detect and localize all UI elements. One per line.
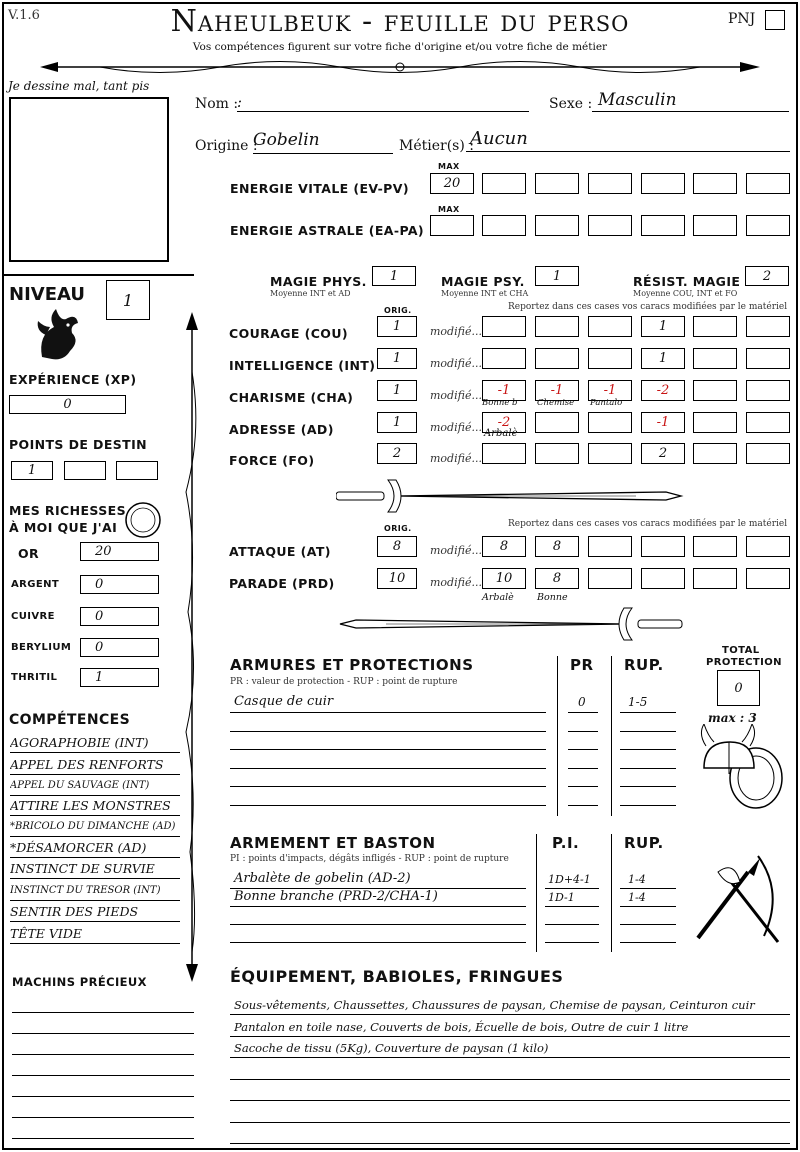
carac-mod-box[interactable] <box>693 380 737 401</box>
carac-label: COURAGE (COU) <box>229 326 348 341</box>
carac-orig-box-value: 1 <box>392 415 402 430</box>
xp-label: EXPÉRIENCE (XP) <box>9 372 137 387</box>
carac-mod-box[interactable] <box>535 412 579 433</box>
equipement-line[interactable] <box>230 1057 790 1058</box>
combat-mod-box[interactable] <box>535 568 579 589</box>
carac-mod-box[interactable] <box>641 443 685 464</box>
combat-orig-box-value: 10 <box>388 571 406 586</box>
nom-field[interactable]: : <box>237 92 529 112</box>
origine-field[interactable]: Gobelin <box>253 130 393 154</box>
magie-phys-note: Moyenne INT et AD <box>270 289 351 298</box>
modifie-label: modifié... <box>430 357 482 370</box>
arme-rup-line[interactable] <box>620 924 676 925</box>
richesses-label-2: À MOI QUE J'AI <box>9 520 118 535</box>
combat-orig-box[interactable] <box>377 568 417 589</box>
competence-item: TÊTE VIDE <box>10 925 180 944</box>
armure-pr-line[interactable] <box>568 786 598 787</box>
pnj-label: PNJ <box>728 11 756 27</box>
arme-pi: 1D-1 <box>548 891 575 904</box>
ea-box[interactable] <box>693 215 737 236</box>
arme-pi-line[interactable] <box>545 888 599 889</box>
ea-label: ENERGIE ASTRALE (EA-PA) <box>230 223 425 238</box>
combat-mod-box[interactable] <box>641 536 685 557</box>
ev-box[interactable] <box>482 173 526 194</box>
arme-line[interactable] <box>230 906 526 907</box>
magie-phys-label: MAGIE PHYS. <box>270 274 367 289</box>
carac-mod-box[interactable] <box>535 443 579 464</box>
helmet-shield-icon <box>698 724 788 814</box>
carac-label: FORCE (FO) <box>229 453 315 468</box>
armure-line[interactable] <box>230 805 546 806</box>
carac-mod-box[interactable] <box>641 348 685 369</box>
carac-mod-box[interactable] <box>693 443 737 464</box>
magie-psy-note: Moyenne INT et CHA <box>441 289 529 298</box>
xp-box[interactable]: 0 <box>9 395 126 414</box>
ev-box-value: 20 <box>443 176 461 191</box>
combat-label: ATTAQUE (AT) <box>229 544 331 559</box>
col-divider <box>536 834 537 952</box>
carac-mod-box[interactable] <box>746 380 790 401</box>
arme-rup: 1-4 <box>628 873 646 886</box>
ea-box[interactable] <box>430 215 474 236</box>
carac-mod-box[interactable] <box>482 348 526 369</box>
combat-orig-box[interactable] <box>377 536 417 557</box>
spear-decoration-top <box>40 54 760 80</box>
arme-pi: 1D+4-1 <box>548 873 591 886</box>
modifie-label: modifié... <box>430 452 482 465</box>
armure-rup-line[interactable] <box>620 749 676 750</box>
ev-box[interactable] <box>535 173 579 194</box>
carac-mod-box-value: 2 <box>658 446 668 461</box>
carac-mod-box[interactable] <box>641 412 685 433</box>
arme-pi-line[interactable] <box>545 906 599 907</box>
richesse-label: BERYLIUM <box>11 642 72 653</box>
competence-item: SENTIR DES PIEDS <box>10 903 180 922</box>
combat-mod-box-value: 8 <box>552 571 562 586</box>
competence-item: *DÉSAMORCER (AD) <box>10 839 180 858</box>
armures-col-pr: PR <box>570 656 594 674</box>
armure-pr-line[interactable] <box>568 712 598 713</box>
carac-orig-box-value: 1 <box>392 351 402 366</box>
ea-box[interactable] <box>482 215 526 236</box>
carac-sub-label: Chemise <box>537 398 575 408</box>
carac-mod-box[interactable] <box>746 443 790 464</box>
armure-line[interactable] <box>230 712 546 713</box>
combat-mod-box[interactable] <box>588 536 632 557</box>
carac-orig-box[interactable] <box>377 412 417 433</box>
richesse-box[interactable] <box>80 542 159 561</box>
arme-name: Arbalète de gobelin (AD-2) <box>234 871 411 886</box>
ea-box[interactable] <box>535 215 579 236</box>
arme-pi-line[interactable] <box>545 924 599 925</box>
equipement-text: Pantalon en toile nase, Couverts de bois, Écuelle de bois, Outre de cuir 1 litre <box>234 1019 689 1034</box>
carac-sub-label: Bonne b <box>482 398 518 408</box>
portrait-box[interactable] <box>9 97 169 262</box>
ev-box[interactable] <box>430 173 474 194</box>
armure-rup-line[interactable] <box>620 731 676 732</box>
weapons-icon <box>688 852 788 948</box>
armure-line[interactable] <box>230 768 546 769</box>
armure-pr-line[interactable] <box>568 749 598 750</box>
equipement-text: Sous-vêtements, Chaussettes, Chaussures de paysan, Chemise de paysan, Ceinturon cuir <box>234 998 755 1012</box>
carac-label: CHARISME (CHA) <box>229 390 354 405</box>
combat-mod-box[interactable] <box>535 536 579 557</box>
carac-orig-box[interactable] <box>377 316 417 337</box>
competence-item: APPEL DES RENFORTS <box>10 756 180 775</box>
sword-icon <box>336 606 686 642</box>
carac-mod-box[interactable] <box>693 316 737 337</box>
arme-rup-line[interactable] <box>620 906 676 907</box>
resist-magie-label: RÉSIST. MAGIE <box>633 274 741 289</box>
destin-box[interactable] <box>116 461 158 480</box>
combat-sub-label: Bonne <box>537 592 568 603</box>
ev-box[interactable] <box>588 173 632 194</box>
ev-box[interactable] <box>746 173 790 194</box>
machins-line[interactable] <box>12 1054 194 1055</box>
carac-orig-box-value: 2 <box>392 446 402 461</box>
combat-mod-box-value: 8 <box>552 539 562 554</box>
arme-pi-line[interactable] <box>545 942 599 943</box>
resist-magie-note: Moyenne COU, INT et FO <box>633 289 738 298</box>
armure-rup-line[interactable] <box>620 786 676 787</box>
machins-label: MACHINS PRÉCIEUX <box>12 975 147 989</box>
competences-label: COMPÉTENCES <box>9 712 131 728</box>
competence-item: APPEL DU SAUVAGE (INT) <box>10 777 180 796</box>
equipement-line[interactable] <box>230 1014 790 1015</box>
ev-label: ENERGIE VITALE (EV-PV) <box>230 181 409 196</box>
armures-col-rup: RUP. <box>624 656 664 674</box>
carac-mod-box[interactable] <box>746 348 790 369</box>
modifie-label: modifié... <box>430 576 482 589</box>
carac-orig-label: ORIG. <box>384 306 412 315</box>
combat-label: PARADE (PRD) <box>229 576 335 591</box>
machins-line[interactable] <box>12 1117 194 1118</box>
niveau-label: NIVEAU <box>9 284 85 305</box>
carac-mod-box-value: -1 <box>603 383 617 398</box>
resist-magie-box[interactable]: 2 <box>745 266 789 286</box>
col-divider <box>611 834 612 952</box>
equipement-title: ÉQUIPEMENT, BABIOLES, FRINGUES <box>230 967 564 986</box>
arme-name: Bonne branche (PRD-2/CHA-1) <box>234 889 438 904</box>
armure-line[interactable] <box>230 786 546 787</box>
armement-note: PI : points d'impacts, dégâts infligés - RUP : point de rupture <box>230 854 509 864</box>
dragon-icon <box>34 305 84 365</box>
armure-pr-line[interactable] <box>568 768 598 769</box>
magie-phys-box[interactable]: 1 <box>372 266 416 286</box>
richesse-box[interactable] <box>80 668 159 687</box>
niveau-box[interactable]: 1 <box>106 280 150 320</box>
carac-label: INTELLIGENCE (INT) <box>229 358 376 373</box>
combat-sub-label: Arbalè <box>482 592 514 603</box>
equipement-line[interactable] <box>230 1079 790 1080</box>
armure-pr: 0 <box>578 695 586 709</box>
carac-orig-box-value: 1 <box>392 383 402 398</box>
combat-orig-label: ORIG. <box>384 524 412 533</box>
total-protection-box[interactable]: 0 <box>717 670 760 706</box>
arme-rup-line[interactable] <box>620 888 676 889</box>
metier-field[interactable]: Aucun <box>466 128 790 152</box>
ea-box[interactable] <box>641 215 685 236</box>
magie-psy-box[interactable]: 1 <box>535 266 579 286</box>
modifie-label: modifié... <box>430 421 482 434</box>
total-label-1: TOTAL <box>722 645 760 656</box>
richesse-value: 1 <box>95 670 104 685</box>
carac-mod-box[interactable] <box>693 348 737 369</box>
armure-rup-line[interactable] <box>620 768 676 769</box>
richesse-label: CUIVRE <box>11 611 55 622</box>
carac-mod-box-value: -2 <box>497 415 511 430</box>
machins-line[interactable] <box>12 1012 194 1013</box>
carac-mod-box[interactable] <box>641 380 685 401</box>
combat-orig-box-value: 8 <box>392 539 402 554</box>
competence-item: INSTINCT DU TRESOR (INT) <box>10 882 180 901</box>
col-divider <box>557 656 558 816</box>
spear-icon <box>180 312 204 982</box>
equipement-line[interactable] <box>230 1122 790 1123</box>
destin-box[interactable] <box>11 461 53 480</box>
armures-note: PR : valeur de protection - RUP : point de rupture <box>230 677 458 687</box>
carac-mod-box[interactable] <box>482 443 526 464</box>
carac-label: ADRESSE (AD) <box>229 422 334 437</box>
richesse-label: THRITIL <box>11 672 58 683</box>
version-label: V.1.6 <box>8 8 40 23</box>
armures-title: ARMURES ET PROTECTIONS <box>230 656 474 674</box>
col-divider <box>611 656 612 816</box>
divider <box>2 274 194 276</box>
ea-box[interactable] <box>746 215 790 236</box>
machins-line[interactable] <box>12 1096 194 1097</box>
competence-item: ATTIRE LES MONSTRES <box>10 797 180 816</box>
carac-mod-box-value: 1 <box>658 351 668 366</box>
machins-line[interactable] <box>12 1075 194 1076</box>
ea-max-label: MAX <box>438 205 460 214</box>
page-title: Naheulbeuk - feuille du perso <box>170 4 630 39</box>
richesse-value: 0 <box>95 577 104 592</box>
competence-item: *BRICOLO DU DIMANCHE (AD) <box>10 818 180 837</box>
richesse-label: OR <box>18 546 40 561</box>
armement-title: ARMEMENT ET BASTON <box>230 834 436 852</box>
combat-note: Reportez dans ces cases vos caracs modifiées par le matériel <box>508 519 788 529</box>
ea-box[interactable] <box>588 215 632 236</box>
ev-max-label: MAX <box>438 162 460 171</box>
combat-mod-box[interactable] <box>482 568 526 589</box>
destin-box-value: 1 <box>27 463 37 478</box>
combat-mod-box[interactable] <box>641 568 685 589</box>
carac-mod-box-value: -1 <box>550 383 564 398</box>
carac-mod-box[interactable] <box>535 316 579 337</box>
arme-rup: 1-4 <box>628 891 646 904</box>
carac-mod-box[interactable] <box>588 348 632 369</box>
ev-box[interactable] <box>641 173 685 194</box>
carac-mod-box[interactable] <box>535 348 579 369</box>
carac-mod-box-value: -2 <box>656 383 670 398</box>
modifie-label: modifié... <box>430 325 482 338</box>
carac-mod-box-value: 1 <box>658 319 668 334</box>
carac-sub-label: Arbalè <box>484 428 518 439</box>
armement-col-pi: P.I. <box>552 834 580 852</box>
combat-mod-box[interactable] <box>693 536 737 557</box>
carac-mod-box[interactable] <box>641 316 685 337</box>
richesses-label-1: MES RICHESSES <box>9 503 126 518</box>
combat-mod-box[interactable] <box>746 568 790 589</box>
equipement-line[interactable] <box>230 1036 790 1037</box>
richesse-box[interactable] <box>80 575 159 594</box>
combat-mod-box[interactable] <box>588 568 632 589</box>
combat-mod-box-value: 8 <box>499 539 509 554</box>
combat-mod-box-value: 10 <box>495 571 513 586</box>
combat-mod-box[interactable] <box>693 568 737 589</box>
nom-label: Nom : <box>195 96 239 112</box>
richesse-box[interactable] <box>80 638 159 657</box>
carac-orig-box[interactable] <box>377 348 417 369</box>
carac-mod-box[interactable] <box>693 412 737 433</box>
modifie-label: modifié... <box>430 389 482 402</box>
ev-box[interactable] <box>693 173 737 194</box>
carac-orig-box-value: 1 <box>392 319 402 334</box>
armure-rup-line[interactable] <box>620 805 676 806</box>
equipement-line[interactable] <box>230 1100 790 1101</box>
armure-line[interactable] <box>230 749 546 750</box>
armement-col-rup: RUP. <box>624 834 664 852</box>
arme-line[interactable] <box>230 924 526 925</box>
coin-icon <box>124 501 162 539</box>
carac-mod-box-value: -1 <box>497 383 511 398</box>
sexe-label: Sexe : <box>549 96 593 112</box>
total-max-label: max : 3 <box>708 711 757 725</box>
richesse-value: 20 <box>95 544 112 559</box>
carac-sub-label: Pantalo <box>590 398 623 408</box>
armure-line[interactable] <box>230 731 546 732</box>
competence-item: INSTINCT DE SURVIE <box>10 860 180 879</box>
portrait-caption: Je dessine mal, tant pis <box>8 79 150 93</box>
carac-note: Reportez dans ces cases vos caracs modifiées par le matériel <box>508 302 788 312</box>
armure-name: Casque de cuir <box>234 694 334 709</box>
equipement-line[interactable] <box>230 1143 790 1144</box>
destin-label: POINTS DE DESTIN <box>9 437 148 452</box>
armure-pr-line[interactable] <box>568 731 598 732</box>
carac-mod-box[interactable] <box>588 316 632 337</box>
richesse-value: 0 <box>95 609 104 624</box>
machins-line[interactable] <box>12 1138 194 1139</box>
carac-mod-box[interactable] <box>746 316 790 337</box>
destin-box[interactable] <box>64 461 106 480</box>
richesse-value: 0 <box>95 640 104 655</box>
combat-mod-box[interactable] <box>746 536 790 557</box>
metier-label: Métier(s) : <box>399 138 474 154</box>
competence-item: AGORAPHOBIE (INT) <box>10 734 180 753</box>
armure-rup: 1-5 <box>628 695 648 709</box>
equipement-text: Sacoche de tissu (5Kg), Couverture de paysan (1 kilo) <box>234 1041 549 1055</box>
arme-rup-line[interactable] <box>620 942 676 943</box>
machins-line[interactable] <box>12 1033 194 1034</box>
modifie-label: modifié... <box>430 544 482 557</box>
carac-mod-box[interactable] <box>588 443 632 464</box>
origine-label: Origine : <box>195 138 258 154</box>
sword-icon <box>336 478 686 514</box>
combat-mod-box[interactable] <box>482 536 526 557</box>
pnj-checkbox[interactable] <box>765 10 785 30</box>
carac-orig-box[interactable] <box>377 443 417 464</box>
carac-orig-box[interactable] <box>377 380 417 401</box>
magie-psy-label: MAGIE PSY. <box>441 274 525 289</box>
armure-rup-line[interactable] <box>620 712 676 713</box>
carac-mod-box-value: -1 <box>656 415 670 430</box>
richesse-label: ARGENT <box>11 579 60 590</box>
page-subtitle: Vos compétences figurent sur votre fiche d'origine et/ou votre fiche de métier <box>192 41 608 53</box>
total-label-2: PROTECTION <box>706 657 782 668</box>
carac-mod-box[interactable] <box>482 316 526 337</box>
carac-mod-box[interactable] <box>588 412 632 433</box>
arme-line[interactable] <box>230 942 526 943</box>
richesse-box[interactable] <box>80 607 159 626</box>
carac-mod-box[interactable] <box>746 412 790 433</box>
armure-pr-line[interactable] <box>568 805 598 806</box>
sexe-field[interactable]: Masculin <box>592 90 789 112</box>
